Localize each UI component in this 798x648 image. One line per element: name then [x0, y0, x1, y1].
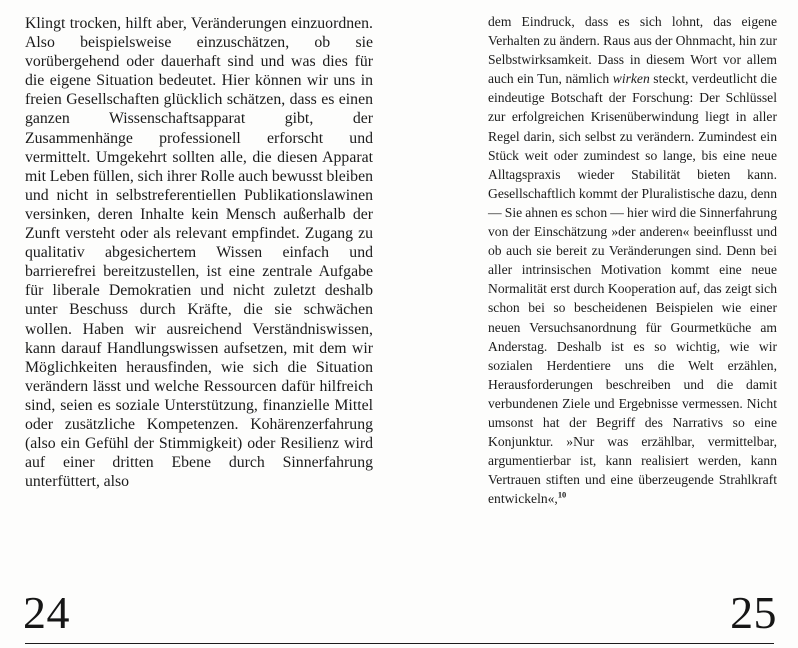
footnote-reference: 10 — [557, 489, 567, 500]
page-number-left: 24 — [23, 587, 70, 638]
right-page-body — [488, 12, 777, 508]
right-page-body-end: steckt, verdeutlicht die eindeutige Botschaft der Forschung: Der Schlüssel zur erfolgreichen Krisenüberwindung liegt in aller Regel darin, sich selbst zu verändern. Zumindest ein Stück weit oder zumindest so lange, bis eine neue Alltagspraxis wieder Stabilität bieten kann. Gesellschaftlich kommt der Pluralistische dazu, denn — Sie ahnen es schon — hier wird die Sinnerfahrung von der Einschätzung »der anderen« beeinflusst und ob auch sie bereit zu Veränderungen sind. Denn bei aller intrinsischen Motivation kommt eine neue Normalität erst durch Kooperation auf, das zeigt sich schon bei so bescheidenen Beispielen wie einer neuen Versuchsanordnung für Gourmetküche am Anderstag. Deshalb ist es so wichtig, wie wir sozialen Herdentiere uns die Welt erzählen, Herausforderungen beschreiben und die damit verbundenen Ziele und Ergebnisse vermessen. Nicht umsonst hat der Begriff des Narrativs so eine Konjunktur. »Nur was erzählbar, vermittelbar, argumentierbar ist, kann realisiert werden, kann Vertrauen stiften und eine überzeugende Strahlkraft entwickeln«, — [488, 71, 777, 507]
page-number-right: 25 — [730, 587, 777, 638]
footer-rule — [25, 643, 774, 644]
emphasized-word: wirken — [612, 71, 650, 87]
right-page-body-start: dem Eindruck, dass es sich lohnt, das eigene Verhalten zu ändern. Raus aus der Ohnmacht, hin zur Selbstwirksamkeit. Dass in diesem Wort vor allem auch ein Tun, nämlich — [488, 14, 777, 87]
left-page-body: Klingt trocken, hilft aber, Veränderungen einzuordnen. Also beispielsweise einzuschätzen, ob sie vorübergehend oder dauerhaft sind und was dies für die eigene Situation bedeutet. Hier können wir uns in freien Gesellschaften glücklich schätzen, dass es einen ganzen Wissenschaftsapparat gibt, der Zusammenhänge professionell erforscht und vermittelt. Umgekehrt sollten alle, die diesen Apparat mit Leben füllen, sich ihrer Rolle auch bewusst bleiben und nicht in selbstreferentiellen Publikationslawinen versinken, deren Inhalte kein Mensch außerhalb der Zunft versteht oder als relevant empfindet. Zugang zu qualitativ abgesichertem Wissen einfach und barrierefrei bereitzustellen, ist eine zentrale Aufgabe für liberale Demokratien und nicht zuletzt deshalb unter Beschuss durch Kräfte, die sie schwächen wollen. Haben wir ausreichend Verständniswissen, kann darauf Handlungswissen aufsetzen, mit dem wir Möglichkeiten herausfinden, wie sich die Situation verändern lässt und welche Ressourcen dafür hilfreich sind, seien es soziale Unterstützung, finanzielle Mittel oder zusätzliche Kompetenzen. Kohärenzerfahrung (also ein Gefühl der Stimmigkeit) oder Resilienz wird auf einer dritten Ebene durch Sinnerfahrung unterfüttert, also — [25, 15, 373, 491]
